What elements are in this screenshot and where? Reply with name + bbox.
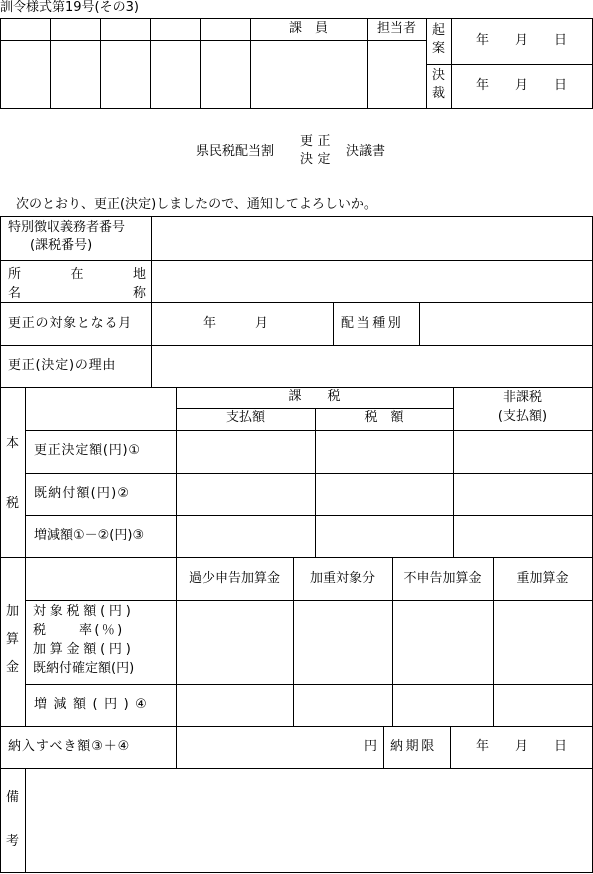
honzei-row-3-label: 増減額①－②(円)③ — [34, 528, 145, 543]
target-month-value: 年 月 — [203, 316, 269, 331]
section-header: 課 員 — [288, 21, 328, 36]
remarks-label: 備 考 — [5, 790, 19, 849]
kasan-side-label: 加 算 金 — [5, 604, 19, 675]
kazei-header: 課 税 — [288, 389, 341, 404]
dividend-type-label: 配当種別 — [341, 316, 404, 331]
kessai-date: 年 月 日 — [475, 78, 567, 93]
reason-label: 更正(決定)の理由 — [8, 358, 117, 373]
deadline-date: 年 月 日 — [475, 739, 567, 754]
kian-label: 起 案 — [431, 23, 445, 56]
address-label: 所 在 地 — [8, 267, 146, 282]
hikazei-header: 非課税 — [502, 390, 542, 405]
kasan-col-3-header: 不申告加算金 — [403, 571, 482, 586]
yen-unit: 円 — [364, 739, 378, 754]
zeigaku-header: 税 額 — [364, 410, 404, 425]
kasan-col-2-header: 加重対象分 — [309, 571, 375, 586]
honzei-row-2-label: 既納付額(円)② — [34, 486, 131, 501]
person-header: 担当者 — [376, 21, 416, 36]
honzei-row-1-label: 更正決定額(円)① — [34, 443, 141, 458]
title-suffix: 決議書 — [346, 144, 386, 159]
title-stack-top: 更正 — [300, 134, 336, 149]
form-number: 訓令様式第19号(その3) — [0, 0, 139, 15]
kasan-col-4-header: 重加算金 — [516, 571, 569, 586]
obligor-sub-label: (課税番号) — [30, 238, 93, 253]
kasan-line-amount: 加算金額(円) — [33, 642, 135, 657]
kasan-line-rate: 税 率(％) — [33, 623, 125, 638]
payment-label: 納入すべき額③＋④ — [8, 739, 131, 754]
intro-text: 次のとおり、更正(決定)しましたので、通知してよろしいか。 — [16, 197, 377, 212]
honzei-side-label: 本 税 — [5, 436, 19, 511]
title-prefix: 県民税配当割 — [196, 144, 275, 159]
hikazei-sub-header: (支払額) — [497, 409, 548, 424]
shiharai-header: 支払額 — [225, 410, 265, 425]
title-stack-bottom: 決定 — [300, 152, 336, 167]
deadline-label: 納期限 — [390, 739, 437, 754]
kessai-label: 決 裁 — [431, 68, 445, 101]
obligor-label: 特別徴収義務者番号 — [8, 220, 126, 235]
kasan-col-1-header: 過少申告加算金 — [188, 571, 280, 586]
kasan-line-paid: 既納付確定額(円) — [33, 661, 135, 676]
target-month-label: 更正の対象となる月 — [8, 316, 133, 331]
name-label: 名 称 — [8, 286, 146, 301]
kasan-diff-label: 増減額(円)④ — [34, 697, 154, 712]
kasan-line-target-tax: 対象税額(円) — [33, 604, 135, 619]
kian-date: 年 月 日 — [475, 33, 567, 48]
